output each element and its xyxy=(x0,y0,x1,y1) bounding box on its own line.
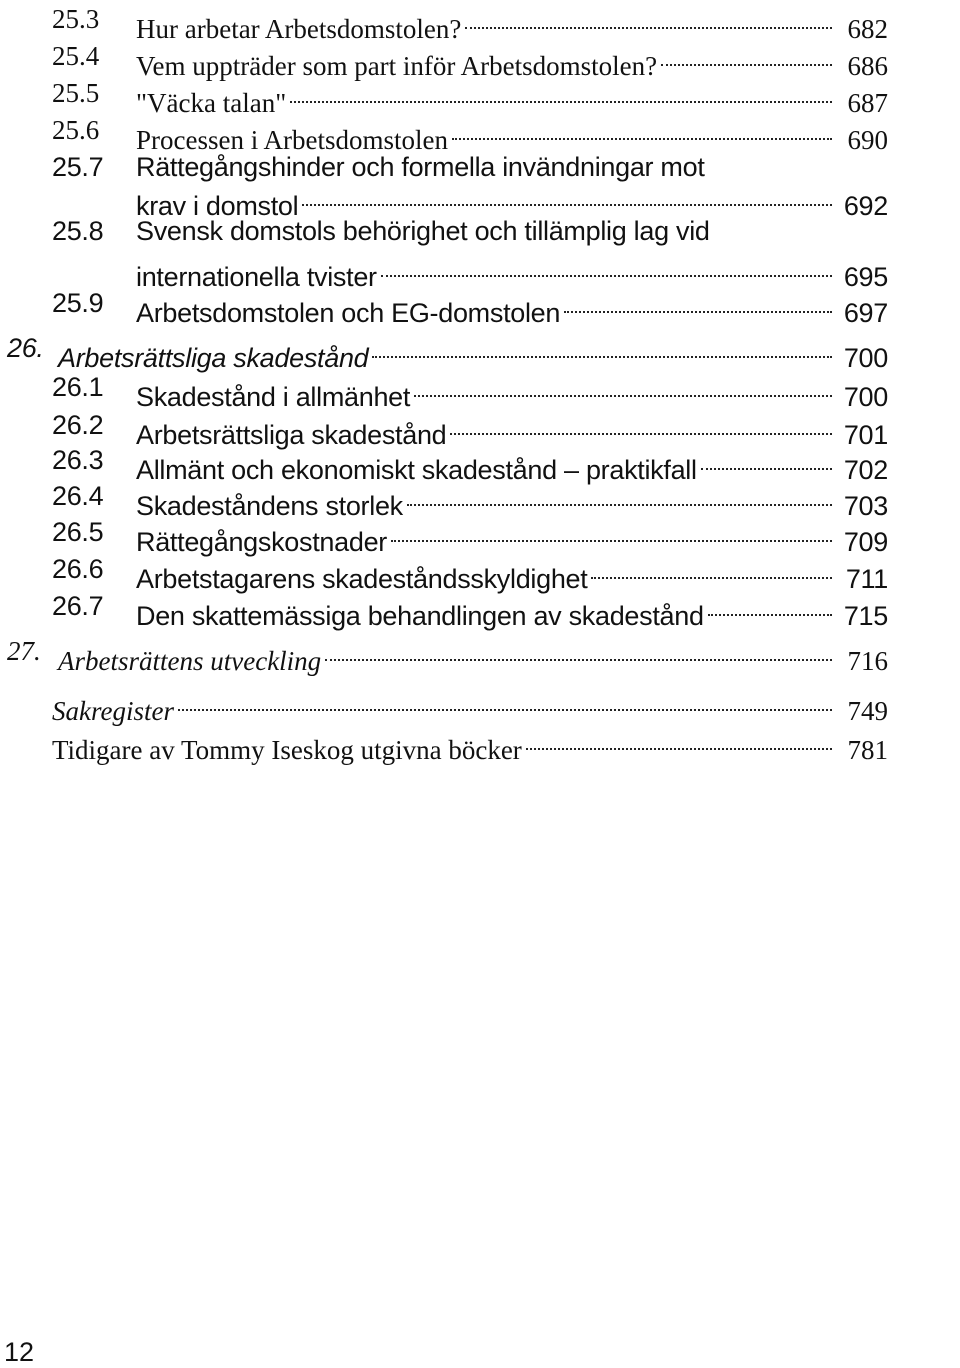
toc-dot-leader xyxy=(465,0,832,38)
toc-entry-page: 749 xyxy=(847,696,888,726)
toc-index-entry xyxy=(0,682,960,726)
toc-entry-title: Processen i Arbetsdomstolen xyxy=(136,125,448,155)
toc-entry-title: Svensk domstols behörighet och tillämplig lag vid xyxy=(136,216,710,246)
toc-entry-page: 682 xyxy=(847,14,888,44)
toc-entry-page: 715 xyxy=(843,601,888,631)
toc-entry-title: Arbetsdomstolen och EG-domstolen xyxy=(136,298,561,328)
toc-entry xyxy=(0,550,960,594)
toc-entry-page: 711 xyxy=(845,564,888,594)
toc-entry-page: 700 xyxy=(843,343,888,373)
toc-entry xyxy=(0,212,960,250)
toc-entry xyxy=(0,368,960,412)
toc-entry-title: Skadestånd i allmänhet xyxy=(136,382,411,412)
toc-entry-title: "Väcka talan" xyxy=(136,88,287,118)
toc-entry-continuation xyxy=(0,177,960,221)
toc-dot-leader xyxy=(414,368,832,406)
toc-entry-title: Arbetsrättsliga skadestånd xyxy=(136,420,447,450)
page-number: 12 xyxy=(4,1337,35,1367)
toc-entry xyxy=(0,513,960,557)
toc-entry-title: Hur arbetar Arbetsdomstolen? xyxy=(136,14,462,44)
toc-dot-leader xyxy=(290,74,832,112)
toc-entry-number: 26.3 xyxy=(52,445,104,475)
toc-chapter-title: Arbetsrättens utveckling xyxy=(58,646,322,676)
toc-entry-continuation xyxy=(0,248,960,292)
toc-entry-page: 701 xyxy=(843,420,888,450)
toc-entry-page: 716 xyxy=(847,646,888,676)
toc-entry-page: 709 xyxy=(843,527,888,557)
toc-entry-page: 697 xyxy=(843,298,888,328)
toc-entry-number: 26.5 xyxy=(52,517,104,547)
toc-dot-leader xyxy=(178,682,832,720)
toc-entry-page: 690 xyxy=(847,125,888,155)
toc-entry-title: Tidigare av Tommy Iseskog utgivna böcker xyxy=(52,735,522,765)
toc-entry xyxy=(0,441,960,485)
toc-entry xyxy=(0,111,960,155)
toc-entry-number: 25.4 xyxy=(52,41,100,71)
toc-entry-page: 703 xyxy=(843,491,888,521)
toc-entry-title: Vem uppträder som part inför Arbetsdomstolen? xyxy=(136,51,658,81)
toc-entry-number: 26.6 xyxy=(52,554,104,584)
toc-dot-leader xyxy=(381,248,832,286)
toc-entry-number: 25.7 xyxy=(52,152,104,182)
toc-dot-leader xyxy=(452,111,832,149)
toc-entry xyxy=(0,284,960,328)
toc-entry-number: 26.2 xyxy=(52,410,104,440)
toc-entry-title: Rättegångskostnader xyxy=(136,527,387,557)
toc-dot-leader xyxy=(407,477,832,515)
toc-chapter-number: 26. xyxy=(7,333,44,363)
toc-dot-leader xyxy=(526,721,832,759)
toc-entry xyxy=(0,587,960,631)
toc-entry-page: 692 xyxy=(843,191,888,221)
toc-dot-leader xyxy=(701,441,832,479)
toc-entry-title: Arbetstagarens skadeståndsskyldighet xyxy=(136,564,588,594)
toc-dot-leader xyxy=(661,37,832,75)
toc-entry-number: 25.6 xyxy=(52,115,100,145)
toc-entry-page: 695 xyxy=(843,262,888,292)
toc-index-entry xyxy=(0,721,960,765)
toc-entry-number: 25.5 xyxy=(52,78,100,108)
toc-entry-page: 687 xyxy=(847,88,888,118)
toc-entry-number: 25.3 xyxy=(52,4,100,34)
toc-entry-title: Den skattemässiga behandlingen av skadestånd xyxy=(136,601,704,631)
toc-entry-page: 700 xyxy=(843,382,888,412)
toc-entry-number: 26.1 xyxy=(52,372,104,402)
toc-dot-leader xyxy=(325,632,832,670)
toc-dot-leader xyxy=(708,587,832,625)
toc-dot-leader xyxy=(302,177,832,215)
toc-chapter xyxy=(0,632,960,676)
toc-entry-title: krav i domstol xyxy=(136,191,299,221)
toc-chapter xyxy=(0,329,960,373)
toc-entry-title: Skadeståndens storlek xyxy=(136,491,403,521)
toc-entry-number: 26.7 xyxy=(52,591,104,621)
toc-entry-title: internationella tvister xyxy=(136,262,377,292)
toc-entry-number: 25.8 xyxy=(52,216,104,246)
toc-dot-leader xyxy=(564,284,832,322)
toc-dot-leader xyxy=(591,550,832,588)
toc-entry-page: 686 xyxy=(847,51,888,81)
toc-entry xyxy=(0,477,960,521)
toc-entry-title: Rättegångshinder och formella invändningar mot xyxy=(136,152,705,182)
toc-dot-leader xyxy=(391,513,832,551)
toc-entry-title: Sakregister xyxy=(52,696,174,726)
toc-entry-number: 26.4 xyxy=(52,481,104,511)
toc-chapter-number: 27. xyxy=(7,636,41,666)
toc-entry-page: 702 xyxy=(843,455,888,485)
toc-entry xyxy=(0,74,960,118)
toc-chapter-title: Arbetsrättsliga skadestånd xyxy=(58,343,369,373)
toc-entry xyxy=(0,37,960,81)
toc-entry xyxy=(0,406,960,450)
toc-entry-page: 781 xyxy=(847,735,888,765)
toc-entry xyxy=(0,0,960,44)
toc-entry-number: 25.9 xyxy=(52,288,104,318)
toc-entry-title: Allmänt och ekonomiskt skadestånd – praktikfall xyxy=(136,455,697,485)
toc-dot-leader xyxy=(372,329,832,367)
toc-dot-leader xyxy=(450,406,832,444)
